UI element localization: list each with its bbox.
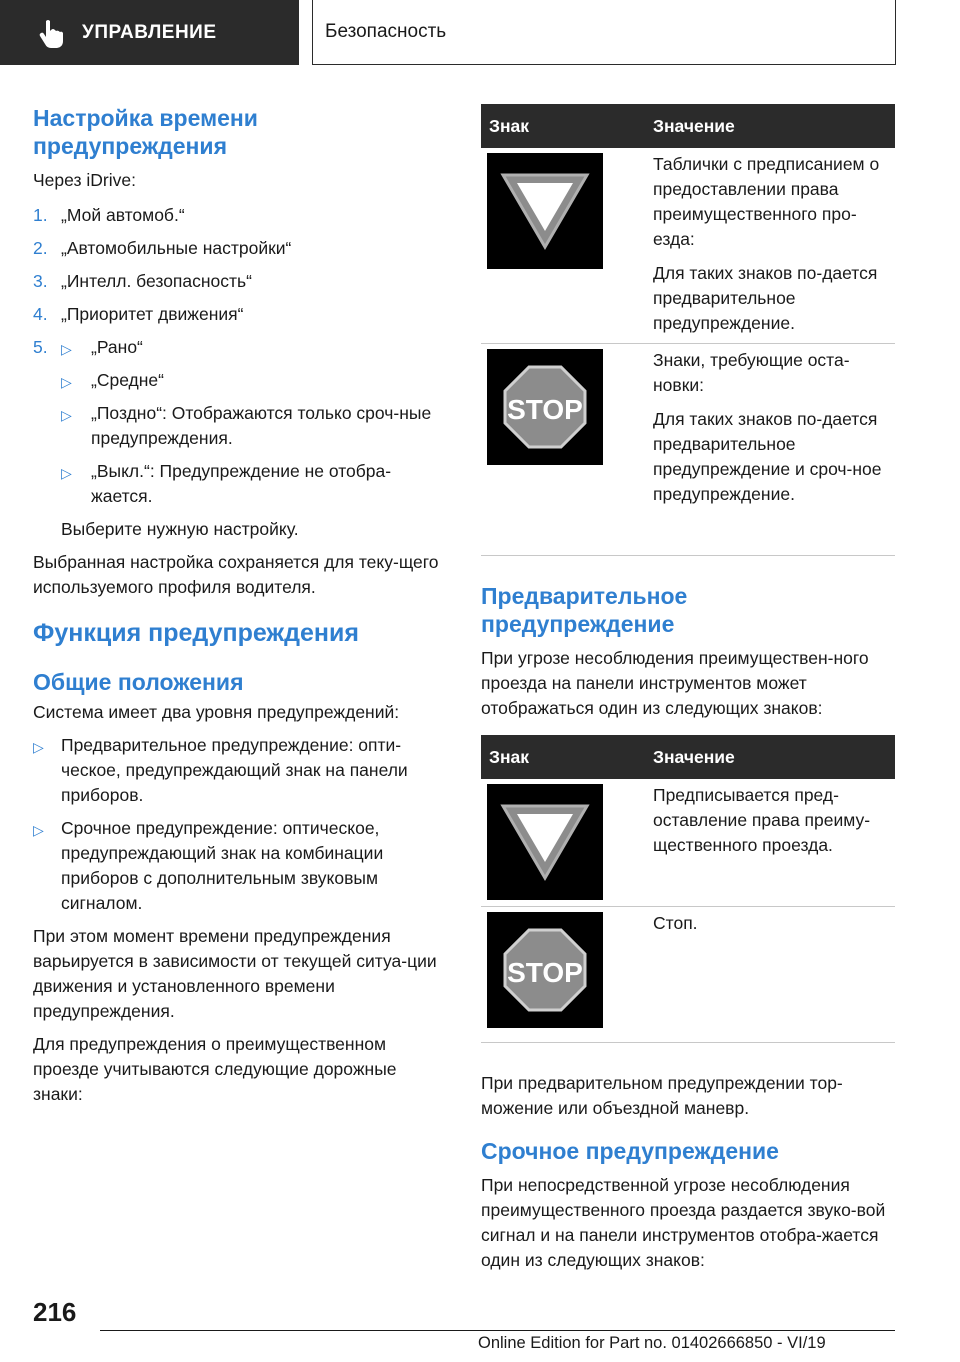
- svg-text:STOP: STOP: [507, 394, 583, 425]
- bullet-triangle-icon: ▷: [61, 341, 72, 357]
- column-header-meaning: Значение: [653, 746, 735, 767]
- stop-sign-icon: [487, 349, 603, 465]
- table-cell-text: Для таких знаков по-дается предварительное предупреждение и сроч-ное предупреждение.: [653, 409, 882, 504]
- chapter-header: [0, 0, 299, 65]
- list-item: ▷ Предварительное предупреждение: опти-ческое, предупреждающий знак на панели приборов.: [33, 735, 408, 805]
- timing-text: При этом момент времени предупреждения варьируется в зависимости от текущей ситуа-ции движения и установленного времени предупреждения.: [33, 926, 437, 1021]
- list-item: ▷ Срочное предупреждение: оптическое, предупреждающий знак на комбинации приборов с дополнительным звуковым сигналом.: [33, 818, 384, 913]
- options-list: [61, 335, 443, 509]
- via-idrive-text: Через iDrive:: [33, 170, 136, 190]
- column-header-meaning: Значение: [653, 115, 735, 136]
- chapter-title: УПРАВЛЕНИЕ: [82, 21, 217, 43]
- left-column: [33, 104, 443, 1107]
- table-row: [481, 907, 895, 1043]
- yield-sign-icon: [487, 153, 603, 269]
- stop-sign-icon: [487, 912, 603, 1028]
- choose-setting-text: Выберите нужную настройку.: [61, 519, 299, 539]
- list-item: ▷ „Выкл.“: Предупреждение не отобра-жается.: [61, 461, 392, 506]
- list-item: 2. „Автомобильные настройки“: [33, 238, 292, 258]
- svg-text:STOP: STOP: [507, 957, 583, 988]
- table-cell-text: Предписывается пред-оставление права преиму-щественного проезда.: [653, 785, 871, 855]
- steps-list: [33, 203, 443, 509]
- heading-general: Общие положения: [33, 669, 244, 695]
- column-header-sign: Знак: [489, 746, 530, 767]
- table-row: [481, 779, 895, 907]
- list-item: ▷ „Поздно“: Отображаются только сроч-ные предупреждения.: [61, 403, 432, 448]
- pre-warning-table: [481, 735, 895, 1043]
- page-number: 216: [33, 1297, 77, 1327]
- hand-pointer-icon: [38, 18, 64, 48]
- bullet-triangle-icon: ▷: [61, 374, 72, 390]
- bullet-triangle-icon: ▷: [61, 407, 72, 423]
- pre-warning-text: При угрозе несоблюдения преимуществен-ного проезда на панели инструментов может отображаться один из следующих знаков:: [481, 648, 869, 718]
- table-row: [481, 148, 895, 344]
- list-item: 3. „Интелл. безопасность“: [33, 271, 252, 291]
- table-cell-text: Стоп.: [653, 913, 698, 933]
- column-header-sign: Знак: [489, 115, 530, 136]
- bullet-triangle-icon: ▷: [33, 739, 44, 755]
- heading-warning-time: Настройка времени предупреждения: [33, 105, 258, 159]
- section-title: Безопасность: [325, 21, 447, 42]
- heading-warning-function: Функция предупреждения: [33, 619, 359, 647]
- list-item: 4. „Приоритет движения“: [33, 304, 244, 324]
- list-item: ▷ „Средне“: [61, 368, 443, 393]
- section-header: [312, 0, 896, 65]
- pre-warning-after-text: При предварительном предупреждении тор-можение или объездной маневр.: [481, 1073, 843, 1118]
- table-header: [481, 104, 895, 148]
- footer-divider: [100, 1330, 895, 1331]
- table-cell-text: Для таких знаков по-дается предварительное предупреждение.: [653, 263, 878, 333]
- list-item: ▷ „Рано“: [61, 335, 443, 360]
- urgent-warning-text: При непосредственной угрозе несоблюдения преимущественного проезда раздается звуко-вой сигнал и на панели инструментов отобра-жается один из следующих знаков:: [481, 1175, 886, 1270]
- table-cell-text: Знаки, требующие оста-новки:: [653, 350, 850, 395]
- signs-intro-text: Для предупреждения о преимущественном проезде учитываются следующие дорожные знаки:: [33, 1034, 397, 1104]
- edition-text: Online Edition for Part no. 01402666850 - VI/19: [478, 1334, 826, 1352]
- signs-table: [481, 104, 895, 556]
- heading-urgent-warning: Срочное предупреждение: [481, 1138, 779, 1164]
- levels-list: [33, 733, 443, 916]
- table-cell-text: Таблички с предписанием о предоставлении права преимущественного про-езда:: [653, 154, 880, 249]
- yield-sign-icon: [487, 784, 603, 900]
- bullet-triangle-icon: ▷: [61, 465, 72, 481]
- bullet-triangle-icon: ▷: [33, 822, 44, 838]
- heading-pre-warning: Предварительное предупреждение: [481, 583, 688, 637]
- right-column: [481, 104, 895, 1273]
- setting-saved-text: Выбранная настройка сохраняется для теку-щего используемого профиля водителя.: [33, 552, 439, 597]
- levels-intro-text: Система имеет два уровня предупреждений:: [33, 702, 400, 722]
- table-header: [481, 735, 895, 779]
- list-item: 5. ▷ „Рано“ ▷ „Средне“ ▷ „Поздно“: Отображаются только сроч-ные предупреждения. ▷ „Выкл.“: Предупреждение не отобра-жается.: [33, 335, 443, 509]
- list-item: 1. „Мой автомоб.“: [33, 205, 185, 225]
- table-row: [481, 344, 895, 556]
